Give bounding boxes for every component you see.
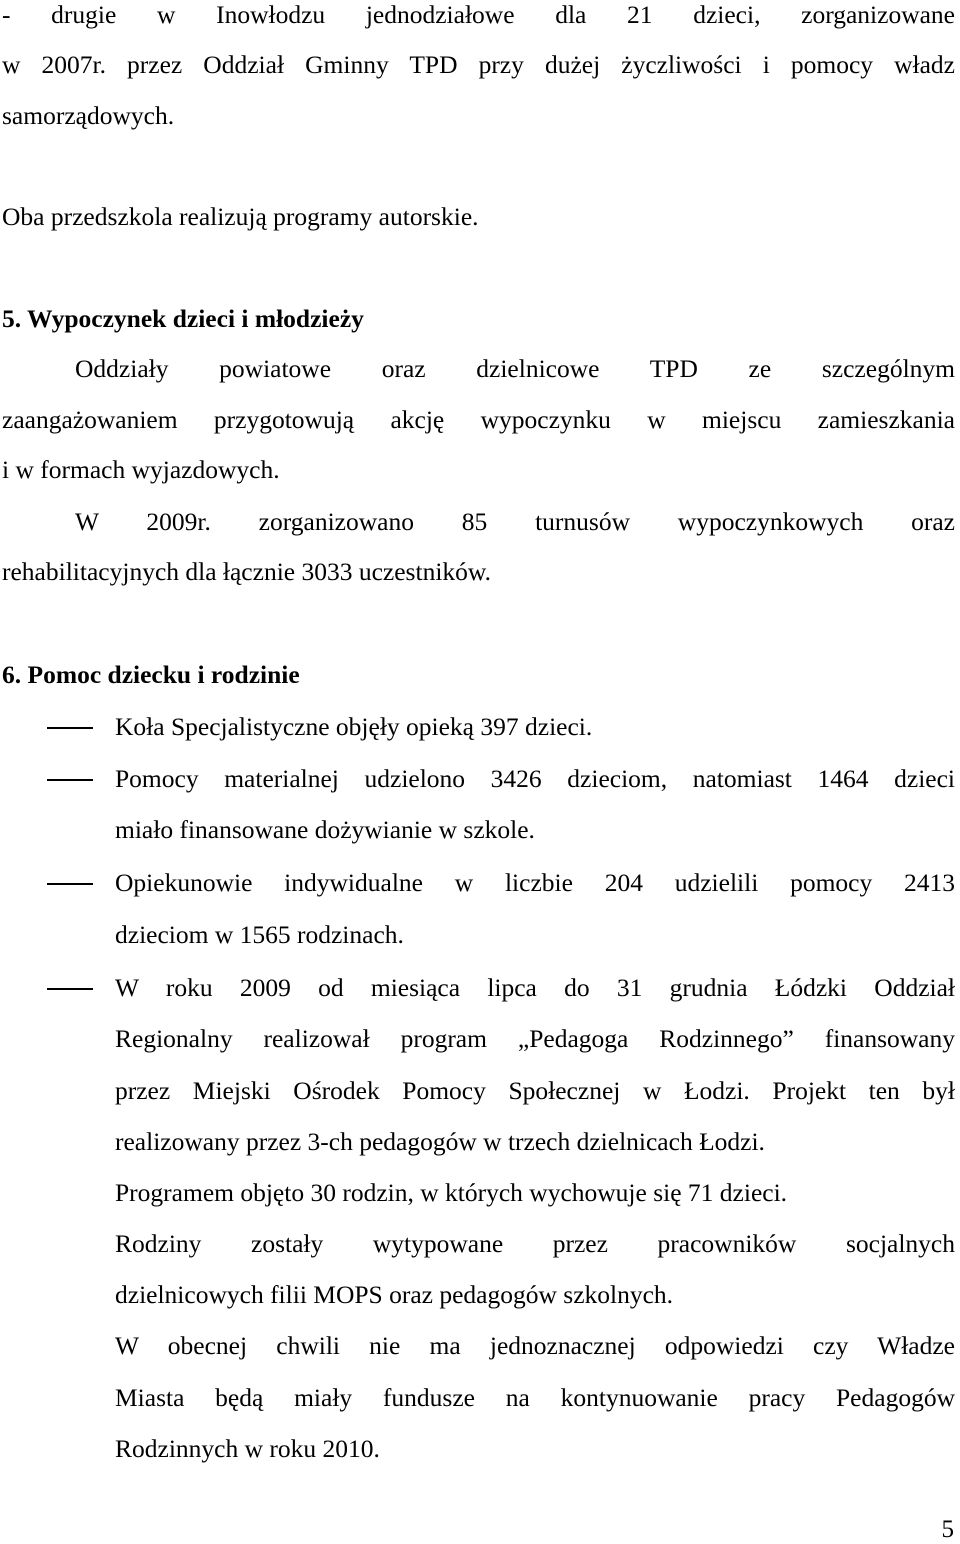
intro-note: Oba przedszkola realizują programy autorskie. [2,202,479,231]
section-5-paragraph-1-line-3: i w formach wyjazdowych. [2,455,280,484]
intro-line-2: w 2007r. przez Oddział Gminny TPD przy dużej życzliwości i pomocy władz [2,50,955,79]
list-item-3-line-1: Opiekunowie indywidualne w liczbie 204 udzielili pomocy 2413 [115,868,955,897]
section-5-paragraph-1-line-1: Oddziały powiatowe oraz dzielnicowe TPD ze szczególnym [75,354,955,383]
list-item-4-line-6: Rodziny zostały wytypowane przez pracowników socjalnych [115,1229,955,1258]
bullet-dash-4 [47,988,93,990]
list-item-4-line-1: W roku 2009 od miesiąca lipca do 31 grudnia Łódzki Oddział [115,973,955,1002]
bullet-dash-3 [47,883,93,885]
section-5-heading: 5. Wypoczynek dzieci i młodzieży [2,304,364,333]
section-5-paragraph-2-line-2: rehabilitacyjnych dla łącznie 3033 uczestników. [2,557,492,586]
list-item-4-line-2: Regionalny realizował program „Pedagoga Rodzinnego” finansowany [115,1024,955,1053]
intro-line-3: samorządowych. [2,101,175,130]
list-item-3-line-2: dzieciom w 1565 rodzinach. [115,920,404,949]
section-5-paragraph-1-line-2: zaangażowaniem przygotowują akcję wypoczynku w miejscu zamieszkania [2,405,955,434]
page-number: 5 [941,1516,954,1543]
list-item-4-line-7: dzielnicowych filii MOPS oraz pedagogów szkolnych. [115,1280,674,1309]
intro-line-1: - drugie w Inowłodzu jednodziałowe dla 21 dzieci, zorganizowane [2,0,955,29]
section-5-paragraph-2-line-1: W 2009r. zorganizowano 85 turnusów wypoczynkowych oraz [75,507,955,536]
list-item-1-line-1: Koła Specjalistyczne objęły opieką 397 dzieci. [115,712,593,741]
section-6-heading: 6. Pomoc dziecku i rodzinie [2,660,300,689]
list-item-4-line-3: przez Miejski Ośrodek Pomocy Społecznej w Łodzi. Projekt ten był [115,1076,955,1105]
list-item-4-line-5: Programem objęto 30 rodzin, w których wychowuje się 71 dzieci. [115,1178,788,1207]
bullet-dash-1 [47,727,93,729]
list-item-4-line-10: Rodzinnych w roku 2010. [115,1434,380,1463]
list-item-4-line-8: W obecnej chwili nie ma jednoznacznej odpowiedzi czy Władze [115,1331,955,1360]
list-item-4-line-9: Miasta będą miały fundusze na kontynuowanie pracy Pedagogów [115,1383,955,1412]
list-item-2-line-1: Pomocy materialnej udzielono 3426 dzieciom, natomiast 1464 dzieci [115,764,955,793]
list-item-2-line-2: miało finansowane dożywianie w szkole. [115,815,535,844]
list-item-4-line-4: realizowany przez 3-ch pedagogów w trzech dzielnicach Łodzi. [115,1127,765,1156]
bullet-dash-2 [47,779,93,781]
